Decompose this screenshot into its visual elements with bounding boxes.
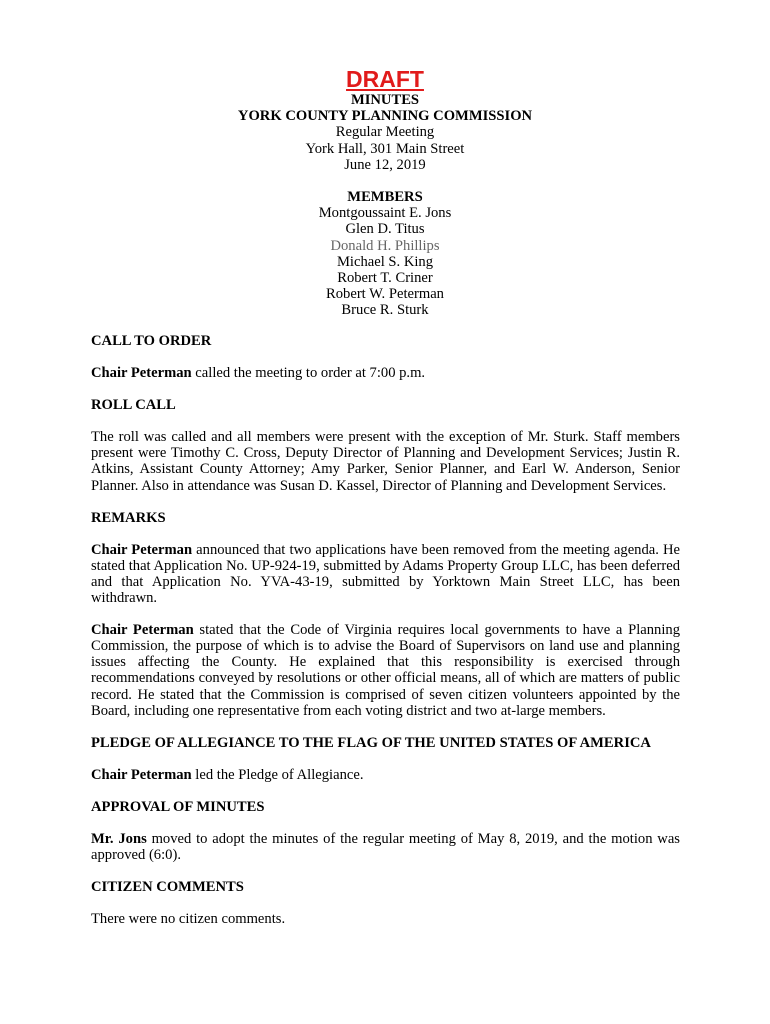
- pledge-text: [91, 767, 680, 783]
- pledge-heading: PLEDGE OF ALLEGIANCE TO THE FLAG OF THE UNITED STATES OF AMERICA: [91, 734, 651, 751]
- document-body: [91, 333, 680, 943]
- approval-text: [91, 831, 680, 863]
- member-name: Robert T. Criner: [337, 270, 433, 287]
- approval-heading: APPROVAL OF MINUTES: [91, 798, 265, 815]
- member-name: Robert W. Peterman: [326, 286, 444, 303]
- minutes-title: MINUTES: [350, 92, 420, 108]
- paragraph-text: stated that the Code of Virginia requires local governments to have a Planning Commission, the purpose of which is to advise the Board of Supervisors on land use and planning issues affecting the County. He explained that this responsibility is exercised through recommendations conveyed by resolutions or other official means, all of which are matters of public record. He stated that the Commission is comprised of seven citizen volunteers appointed by the Board, including one representative from each voting district and two at-large members.: [91, 622, 680, 719]
- draft-stamp: DRAFT: [346, 66, 424, 92]
- paragraph-text: led the Pledge of Allegiance.: [191, 766, 364, 783]
- member-name: Bruce R. Sturk: [341, 302, 429, 319]
- speaker-name: Chair Peterman: [91, 766, 192, 783]
- member-name: Montgoussaint E. Jons: [318, 205, 452, 222]
- roll-call-text: The roll was called and all members were present with the exception of Mr. Sturk. Staff members present were Timothy C. Cross, Deputy Director of Planning and Development Services; Justin R. Atkins, Assistant County Attorney; Amy Parker, Senior Planner, and Earl W. Anderson, Senior Planner. Also in attendance was Susan D. Kassel, Director of Planning and Development Services.: [91, 429, 680, 494]
- roll-call-heading: ROLL CALL: [91, 397, 176, 414]
- remarks-paragraph-2: [91, 622, 680, 719]
- remarks-heading: REMARKS: [91, 509, 166, 526]
- members-heading: MEMBERS: [347, 189, 423, 206]
- call-to-order-heading: CALL TO ORDER: [91, 333, 212, 349]
- call-to-order-text: [91, 365, 680, 381]
- meeting-location: York Hall, 301 Main Street: [305, 140, 465, 157]
- member-name: Michael S. King: [336, 253, 434, 270]
- speaker-name: Chair Peterman: [91, 365, 192, 382]
- speaker-name: Chair Peterman: [91, 622, 194, 639]
- citizen-comments-heading: CITIZEN COMMENTS: [91, 879, 244, 896]
- meeting-date: June 12, 2019: [344, 156, 426, 173]
- remarks-paragraph-1: [91, 542, 680, 606]
- paragraph-text: announced that two applications have been removed from the meeting agenda. He stated that Application No. UP-924-19, submitted by Adams Property Group LLC, has been deferred and that Application No. YVA-43-19, submitted by Yorktown Main Street LLC, has been withdrawn.: [91, 541, 680, 607]
- member-name: Glen D. Titus: [345, 221, 425, 238]
- speaker-name: Mr. Jons: [91, 830, 147, 847]
- meeting-type: Regular Meeting: [335, 124, 435, 141]
- paragraph-text: called the meeting to order at 7:00 p.m.: [191, 365, 426, 382]
- member-name: Donald H. Phillips: [330, 237, 440, 254]
- citizen-comments-text: There were no citizen comments.: [91, 911, 286, 928]
- commission-title: YORK COUNTY PLANNING COMMISSION: [237, 108, 533, 125]
- paragraph-text: moved to adopt the minutes of the regular meeting of May 8, 2019, and the motion was approved (6:0).: [91, 830, 680, 864]
- document-header: [0, 66, 770, 319]
- speaker-name: Chair Peterman: [91, 541, 193, 558]
